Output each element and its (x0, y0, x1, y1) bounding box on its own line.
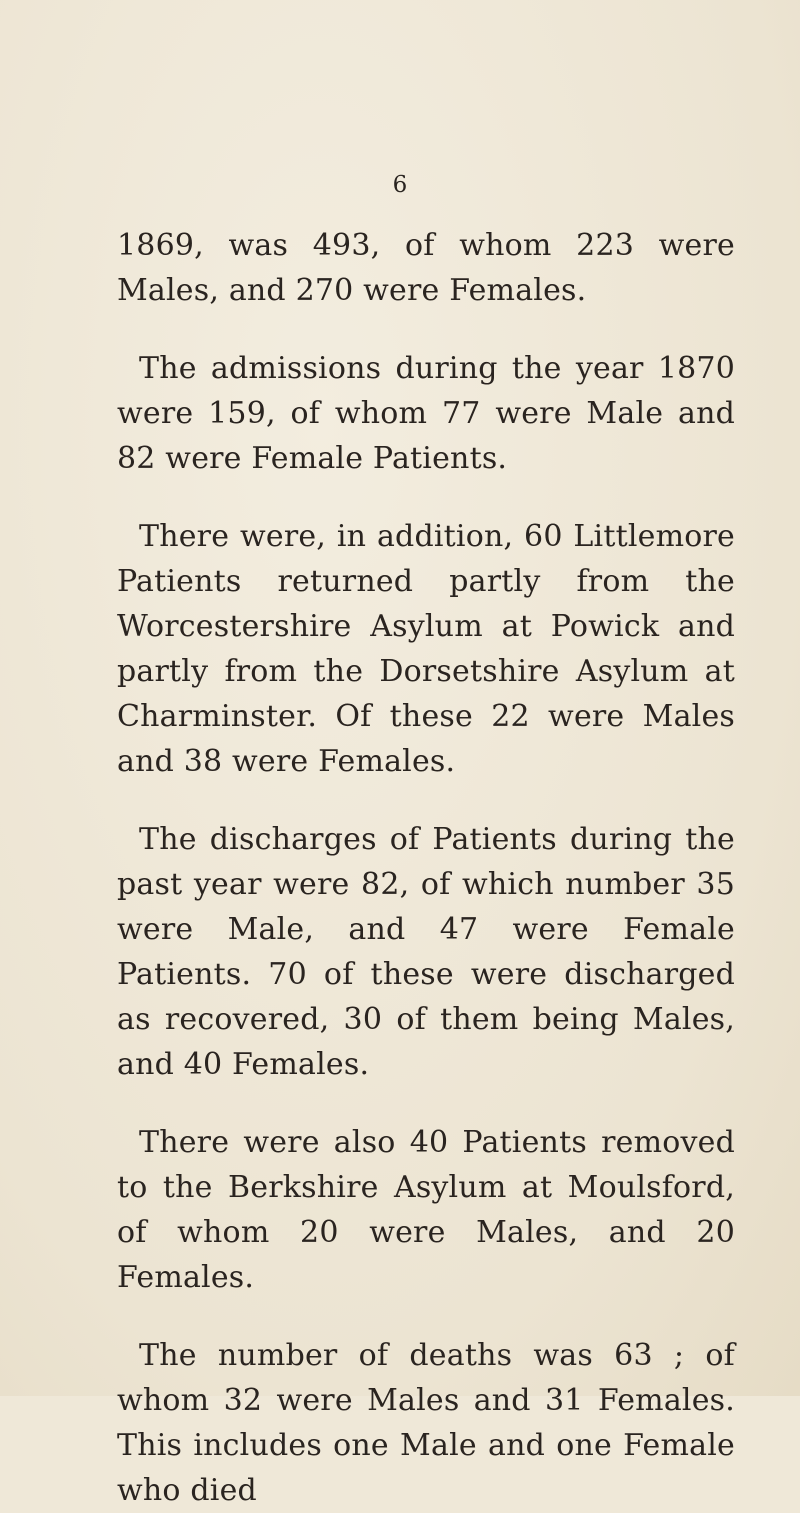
paragraph: There were also 40 Patients removed to the Berkshire Asylum at Moulsford, of whom 20 were Males, and 20 Females. (117, 1125, 735, 1295)
paragraph: The discharges of Patients during the past year were 82, of which number 35 were Male, and 47 were Female Patients. 70 of these were discharged as recovered, 30 of them being Males, and 40 Females. (117, 822, 735, 1082)
page-number: 6 (392, 172, 408, 198)
paragraph: The number of deaths was 63 ; of whom 32 were Males and 31 Females. This includes one Male and one Female who died (117, 1338, 735, 1508)
paragraph: 1869, was 493, of whom 223 were Males, and 270 were Females. (117, 228, 735, 308)
paragraph: There were, in addition, 60 Littlemore Patients returned partly from the Worcestershire Asylum at Powick and partly from the Dorsetshire Asylum at Charminster. Of these 22 were Males and 38 were Females. (117, 519, 735, 779)
body-text (117, 223, 735, 1513)
paragraph: The admissions during the year 1870 were 159, of whom 77 were Male and 82 were Female Patients. (117, 351, 735, 476)
